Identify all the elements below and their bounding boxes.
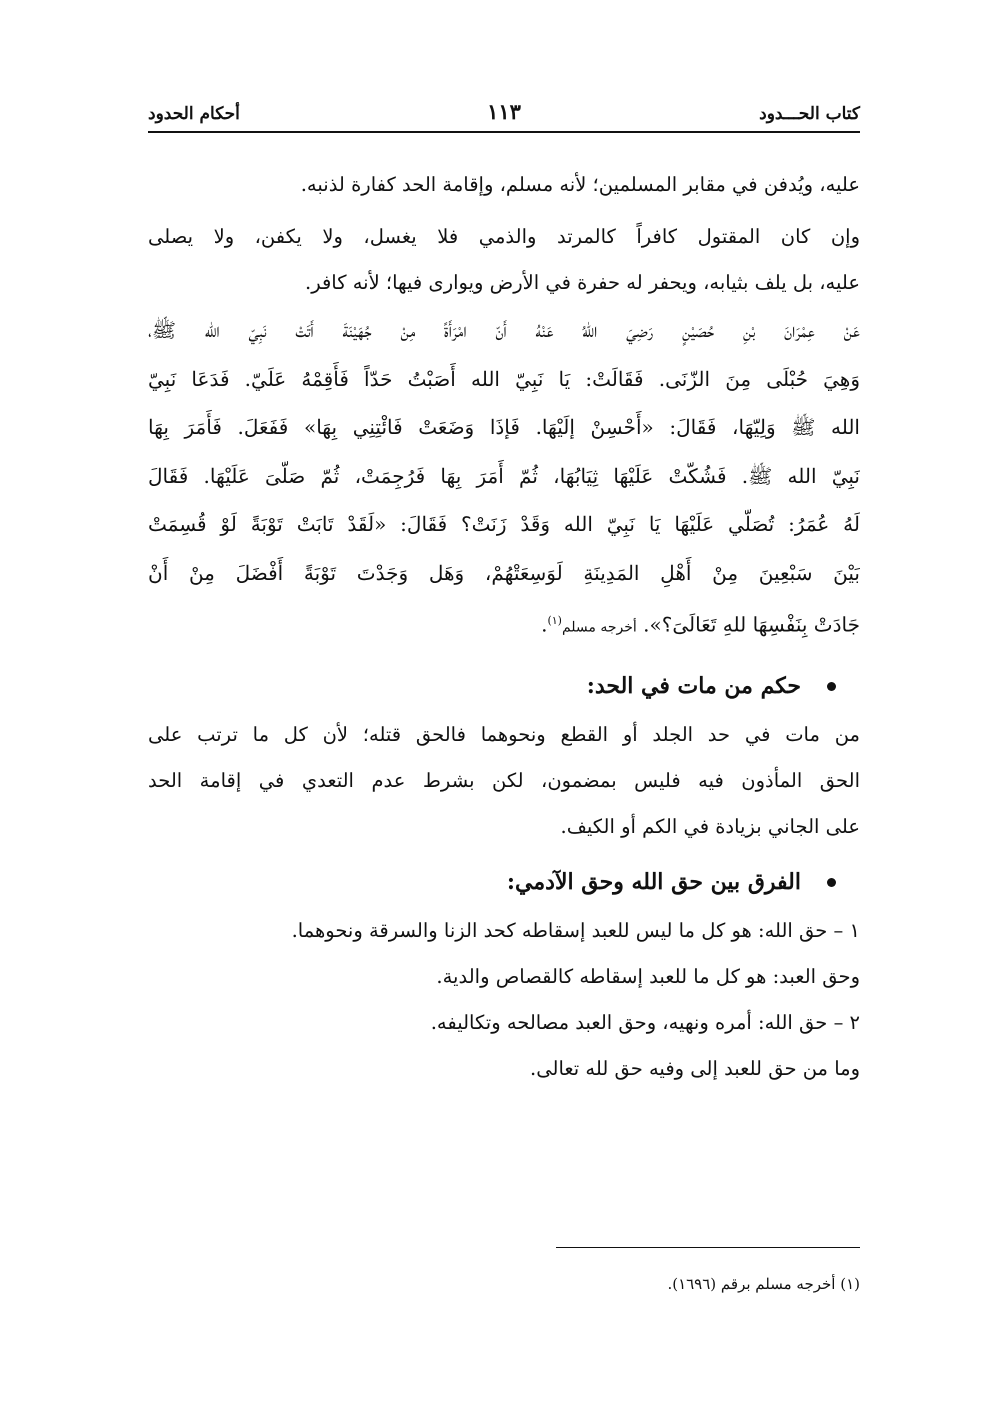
section-heading-rights-difference xyxy=(148,856,860,908)
list-item: وما من حق للعبد إلى وفيه حق لله تعالى. xyxy=(530,1056,860,1080)
section-heading-text: الفرق بين حق الله وحق الآدمي: xyxy=(506,868,801,895)
page-body xyxy=(148,162,860,1092)
footnote: (١) أخرجه مسلم برقم (١٦٩٦). xyxy=(667,1275,860,1293)
section-heading-death-in-hadd xyxy=(148,660,860,712)
footnote-rule xyxy=(556,1247,860,1248)
bullet-icon xyxy=(827,878,836,887)
hadith-line: بَيْنَ سَبْعِينَ مِنْ أَهْلِ المَدِينَةِ لَوَسِعَتْهُمْ، وَهَل وَجَدْتَ تَوْبَةً أَفْضَلَ مِنْ أَنْ xyxy=(148,560,860,585)
hadith-last-line xyxy=(148,597,860,646)
paragraph-line: وإن كان المقتول كافراً كالمرتد والذمي فلا يغسل، ولا يكفن، ولا يصلى xyxy=(148,225,860,248)
hadith-line: نَبِيّ الله ﷺ. فَشُكّتْ عَلَيْهَا ثِيَابُهَا، ثُمّ أَمَرَ بِهَا فَرُجِمَتْ، ثُمّ صَلّىَ عَلَيْهَا. فَقَالَ xyxy=(148,463,860,488)
paragraph-line: الحق المأذون فيه فليس بمضمون، لكن بشرط عدم التعدي في إقامة الحد xyxy=(148,768,860,792)
footnote-reference[interactable]: (١) xyxy=(547,614,562,627)
hadith-line: وَهِيَ حُبْلَى مِنَ الزّنَى. فَقَالَتْ: يَا نَبِيّ الله أَصَبْتُ حَدّاً فَأَقِمْهُ عَلَيّ. فَدَعَا نَبِيّ xyxy=(148,366,860,391)
hadith-line: الله ﷺ وَلِيّهَا، فَقَالَ: «أَحْسِنْ إلَيْهَا. فَإذَا وَضَعَتْ فَائْتِنِي بِهَا» فَفَعَلَ. فَأَمَرَ بِهَا xyxy=(148,415,860,439)
hadith-line: لَهُ عُمَرُ: تُصَلّي عَلَيْهَا يَا نَبِيّ الله وَقَدْ زَنَتْ؟ فَقَالَ: «لَقَدْ تَابَتْ تَوْبَةً لَوْ قُسِمَتْ xyxy=(148,512,860,536)
paragraph-line: على الجاني بزيادة في الكم أو الكيف. xyxy=(560,814,860,838)
paragraph-line: عليه، بل يلف بثيابه، ويحفر له حفرة في الأرض ويوارى فيها؛ لأنه كافر. xyxy=(305,271,860,294)
list-item: ٢ – حق الله: أمره ونهيه، وحق العبد مصالحه وتكاليفه. xyxy=(430,1010,860,1034)
bullet-icon xyxy=(827,682,836,691)
list-item: وحق العبد: هو كل ما للعبد إسقاطه كالقصاص والدية. xyxy=(436,964,860,988)
hadith-line: عَنْ عِمْرَانَ بْنِ حُصَيْنٍ رَضِيَ اللهُ عَنْهُ أَنّ امْرَأَةً مِنْ جُهَيْنَةَ أَتَتْ نَبِيّ الله ﷺ، xyxy=(148,318,860,342)
hadith-text: جَادَتْ بِنَفْسِهَا للهِ تَعَالَىَ؟». xyxy=(643,612,860,637)
header-rule xyxy=(148,131,860,133)
book-title: كتاب الحـــدود xyxy=(759,104,860,124)
page-number: ١١٣ xyxy=(487,99,521,124)
chapter-title: أحكام الحدود xyxy=(148,104,240,124)
section-heading-text: حكم من مات في الحد: xyxy=(586,672,801,699)
end-mark: . xyxy=(541,612,548,637)
paragraph-line: عليه، ويُدفن في مقابر المسلمين؛ لأنه مسلم، وإقامة الحد كفارة لذنبه. xyxy=(300,173,860,196)
list-item: ١ – حق الله: هو كل ما ليس للعبد إسقاطه كحد الزنا والسرقة ونحوهما. xyxy=(291,918,860,942)
running-header xyxy=(148,100,860,130)
paragraph-line: من مات في حد الجلد أو القطع ونحوهما فالحق قتله؛ لأن كل ما ترتب على xyxy=(148,722,860,746)
hadith-source: أخرجه مسلم xyxy=(561,619,637,636)
